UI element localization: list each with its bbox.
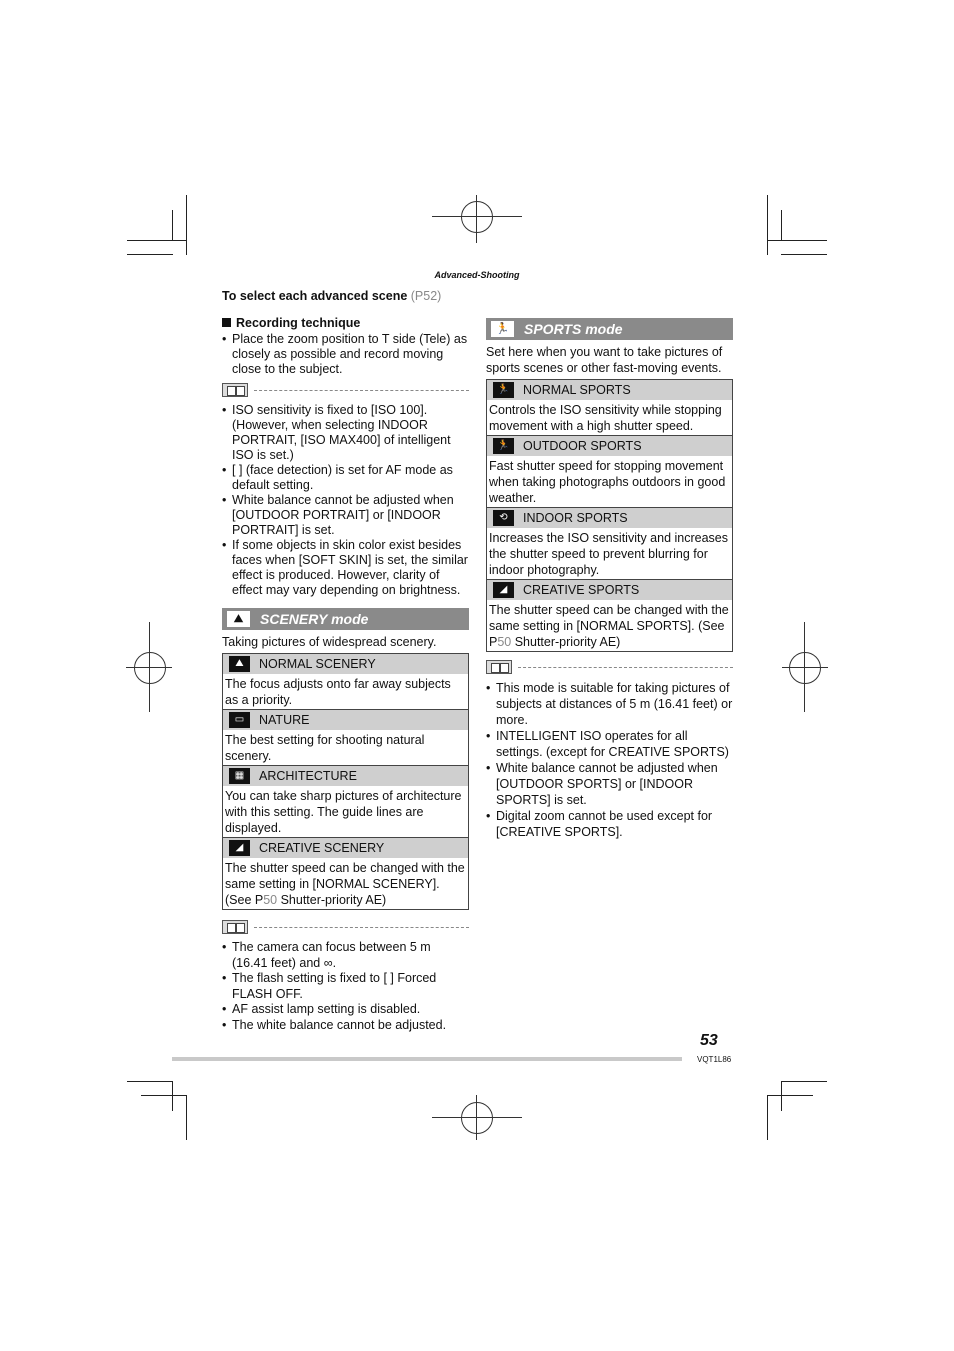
recording-list — [222, 332, 469, 377]
table-row-header: 🏃 NORMAL SPORTS — [487, 380, 732, 400]
document-code: VQT1L86 — [697, 1055, 732, 1064]
landscape-icon: ⛰ — [227, 611, 250, 627]
note-book-icon — [222, 383, 248, 397]
note-book-icon — [486, 660, 512, 674]
page-reference: (P52) — [410, 289, 442, 303]
sports-mode-title-bar: 🏃 SPORTS mode — [486, 318, 733, 340]
right-column — [486, 318, 733, 840]
scenery-mode-title-bar: ⛰ SCENERY mode — [222, 608, 469, 630]
note-book-icon — [222, 920, 248, 934]
list-item: • The camera can focus between 5 m (16.41 feet) and ∞. — [222, 940, 469, 971]
sports-notes-list — [486, 680, 733, 840]
table-row-body: The shutter speed can be changed with the same setting in [NORMAL SPORTS]. (See P50 Shutter-priority AE) — [489, 603, 729, 649]
list-item: • Place the zoom position to T side (Tele) as closely as possible and record moving close to the subject. — [222, 332, 469, 377]
list-item: • White balance cannot be adjusted when [OUTDOOR PORTRAIT] or [INDOOR PORTRAIT] is set. — [222, 493, 469, 538]
list-item: • If some objects in skin color exist besides faces when [SOFT SKIN] is set, the similar effect is produced. However, clarity of effect may vary depending on brightness. — [222, 538, 469, 598]
list-item: • The white balance cannot be adjusted. — [222, 1018, 469, 1034]
intro-text: To select each advanced scene — [222, 289, 411, 303]
list-item: • This mode is suitable for taking pictures of subjects at distances of 5 m (16.41 feet) or more. — [486, 680, 733, 728]
table-row-header: ▦ ARCHITECTURE — [223, 765, 468, 786]
creative-sports-icon: ◢ — [493, 582, 514, 598]
footer-rule — [172, 1057, 682, 1061]
sports-icon: 🏃 — [493, 382, 514, 398]
outdoor-sports-icon: 🏃 — [493, 438, 514, 454]
note-divider — [486, 660, 733, 676]
sports-icon: 🏃 — [491, 321, 514, 337]
table-row-body: The focus adjusts onto far away subjects as a priority. — [225, 677, 451, 707]
square-bullet-icon — [222, 318, 231, 327]
recording-heading: Recording technique — [222, 316, 469, 331]
sports-table — [486, 379, 733, 652]
table-row-header: ▭ NATURE — [223, 709, 468, 730]
table-row-body: Fast shutter speed for stopping movement when taking photographs outdoors in good weather. — [489, 459, 726, 505]
page-number: 53 — [700, 1032, 718, 1049]
table-row-header: ◢ CREATIVE SPORTS — [487, 579, 732, 600]
table-row-header: ◢ CREATIVE SCENERY — [223, 837, 468, 858]
table-row-header: 🏃 OUTDOOR SPORTS — [487, 435, 732, 456]
list-item: • INTELLIGENT ISO operates for all settings. (except for CREATIVE SPORTS) — [486, 728, 733, 760]
list-item: • Digital zoom cannot be used except for [CREATIVE SPORTS]. — [486, 808, 733, 840]
note-divider — [222, 383, 469, 399]
intro-line — [222, 289, 441, 303]
scenery-description: Taking pictures of widespread scenery. — [222, 635, 437, 649]
table-row-body: Increases the ISO sensitivity and increases the shutter speed to prevent blurring for indoor photography. — [489, 531, 729, 577]
list-item: • AF assist lamp setting is disabled. — [222, 1002, 469, 1018]
section-header: Advanced-Shooting — [434, 270, 520, 280]
table-row-header: ⟲ INDOOR SPORTS — [487, 507, 732, 528]
creative-scenery-icon: ◢ — [229, 840, 250, 856]
scenery-table — [222, 653, 469, 910]
landscape-icon: ⛰ — [229, 656, 250, 672]
list-item: • ISO sensitivity is fixed to [ISO 100]. (However, when selecting INDOOR PORTRAIT, [ISO MAX400] of intelligent ISO is set.) — [222, 403, 469, 463]
table-row-body: Controls the ISO sensitivity while stopping movement with a high shutter speed. — [489, 403, 722, 433]
portrait-notes-list — [222, 403, 469, 598]
sports-description: Set here when you want to take pictures of sports scenes or other fast-moving events. — [486, 345, 723, 375]
list-item: • White balance cannot be adjusted when [OUTDOOR SPORTS] or [INDOOR SPORTS] is set. — [486, 760, 733, 808]
nature-icon: ▭ — [229, 712, 250, 728]
note-divider — [222, 920, 469, 936]
indoor-sports-icon: ⟲ — [493, 510, 514, 526]
table-row-body: The shutter speed can be changed with the same setting in [NORMAL SCENERY]. (See P50 Shutter-priority AE) — [225, 861, 465, 907]
left-column — [222, 316, 469, 1033]
list-item: • The flash setting is fixed to [ ] Forced FLASH OFF. — [222, 971, 469, 1002]
scenery-notes-list — [222, 940, 469, 1033]
list-item: • [ ] (face detection) is set for AF mode as default setting. — [222, 463, 469, 493]
table-row-header: ⛰ NORMAL SCENERY — [223, 654, 468, 674]
architecture-icon: ▦ — [229, 768, 250, 784]
table-row-body: You can take sharp pictures of architecture with this setting. The guide lines are displayed. — [225, 789, 462, 835]
table-row-body: The best setting for shooting natural scenery. — [225, 733, 425, 763]
